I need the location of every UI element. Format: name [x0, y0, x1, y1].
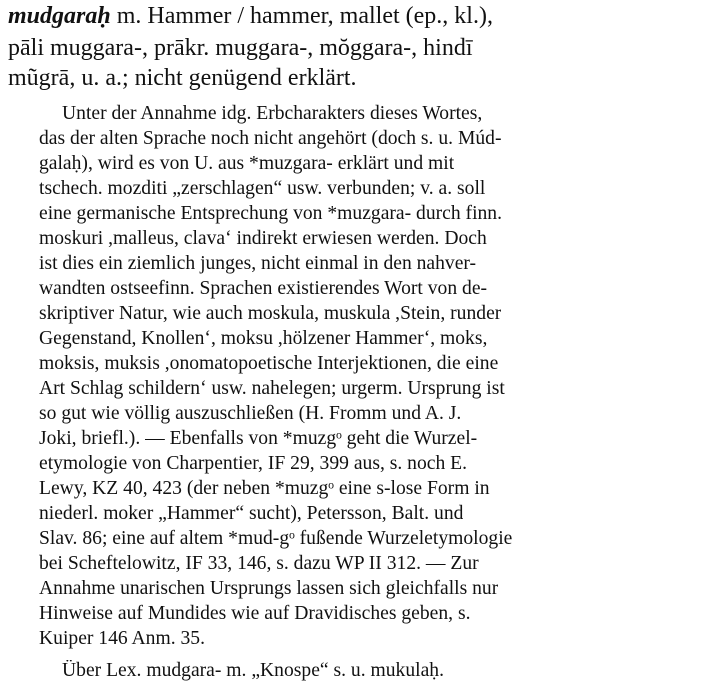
paragraph-line: eine germanische Entsprechung von *muzgara- durch finn.	[39, 203, 503, 224]
paragraph-line: ist dies ein ziemlich junges, nicht einmal in den nahver-	[39, 253, 477, 274]
paragraph-line: moksis, muksis ,onomatopoetische Interjektionen, die eine	[39, 353, 499, 374]
paragraph-line: moskuri ,malleus, clava‘ indirekt erwiesen werden. Doch	[39, 228, 487, 249]
paragraph-line: Lewy, KZ 40, 423 (der neben *muzgᵒ eine s-lose Form in	[39, 478, 490, 499]
paragraph-line: bei Scheftelowitz, IF 33, 146, s. dazu WP II 312. — Zur	[39, 553, 479, 574]
paragraph-line: so gut wie völlig auszuschließen (H. Fromm und A. J.	[39, 403, 462, 424]
header-line-3: mũgrā, u. a.; nicht genügend erklärt.	[8, 65, 357, 91]
headword: mudgaraḥ	[8, 3, 111, 29]
header-line-1	[8, 2, 493, 30]
paragraph-line: galaḥ), wird es von U. aus *muzgara- erklärt und mit	[39, 153, 455, 174]
paragraph-line: Art Schlag schildern‘ usw. nahelegen; urgerm. Ursprung ist	[39, 378, 505, 399]
paragraph-line: Unter der Annahme idg. Erbcharakters dieses Wortes,	[62, 103, 483, 124]
paragraph-line: Annahme unarischen Ursprungs lassen sich gleichfalls nur	[39, 578, 499, 599]
header-line-2: pāli muggara-, prākr. muggara-, mŏggara-, hindī	[8, 35, 473, 61]
paragraph-line: das der alten Sprache noch nicht angehört (doch s. u. Múd-	[39, 128, 502, 149]
paragraph-line: Slav. 86; eine auf altem *mud-gᵒ fußende Wurzeletymologie	[39, 528, 513, 549]
paragraph-line: wandten ostseefinn. Sprachen existierendes Wort von de-	[39, 278, 488, 299]
paragraph-line: Joki, briefl.). — Ebenfalls von *muzgᵒ geht die Wurzel-	[39, 428, 478, 449]
paragraph-line: Gegenstand, Knollen‘, moksu ,hölzener Hammer‘, moks,	[39, 328, 488, 349]
paragraph-line: tschech. mozditi „zerschlagen“ usw. verbunden; v. a. soll	[39, 178, 486, 199]
paragraph-line: skriptiver Natur, wie auch moskula, muskula ,Stein, runder	[39, 303, 502, 324]
header-line-1-text: m. Hammer / hammer, mallet (ep., kl.),	[110, 3, 493, 29]
paragraph-line: Kuiper 146 Anm. 35.	[39, 628, 205, 649]
paragraph-line: Hinweise auf Mundides wie auf Dravidisches geben, s.	[39, 603, 471, 624]
paragraph-line: niederl. moker „Hammer“ sucht), Petersson, Balt. und	[39, 503, 464, 524]
paragraph-line: etymologie von Charpentier, IF 29, 399 aus, s. noch E.	[39, 453, 468, 474]
cross-reference-line: Über Lex. mudgara- m. „Knospe“ s. u. mukulaḥ.	[62, 660, 444, 681]
